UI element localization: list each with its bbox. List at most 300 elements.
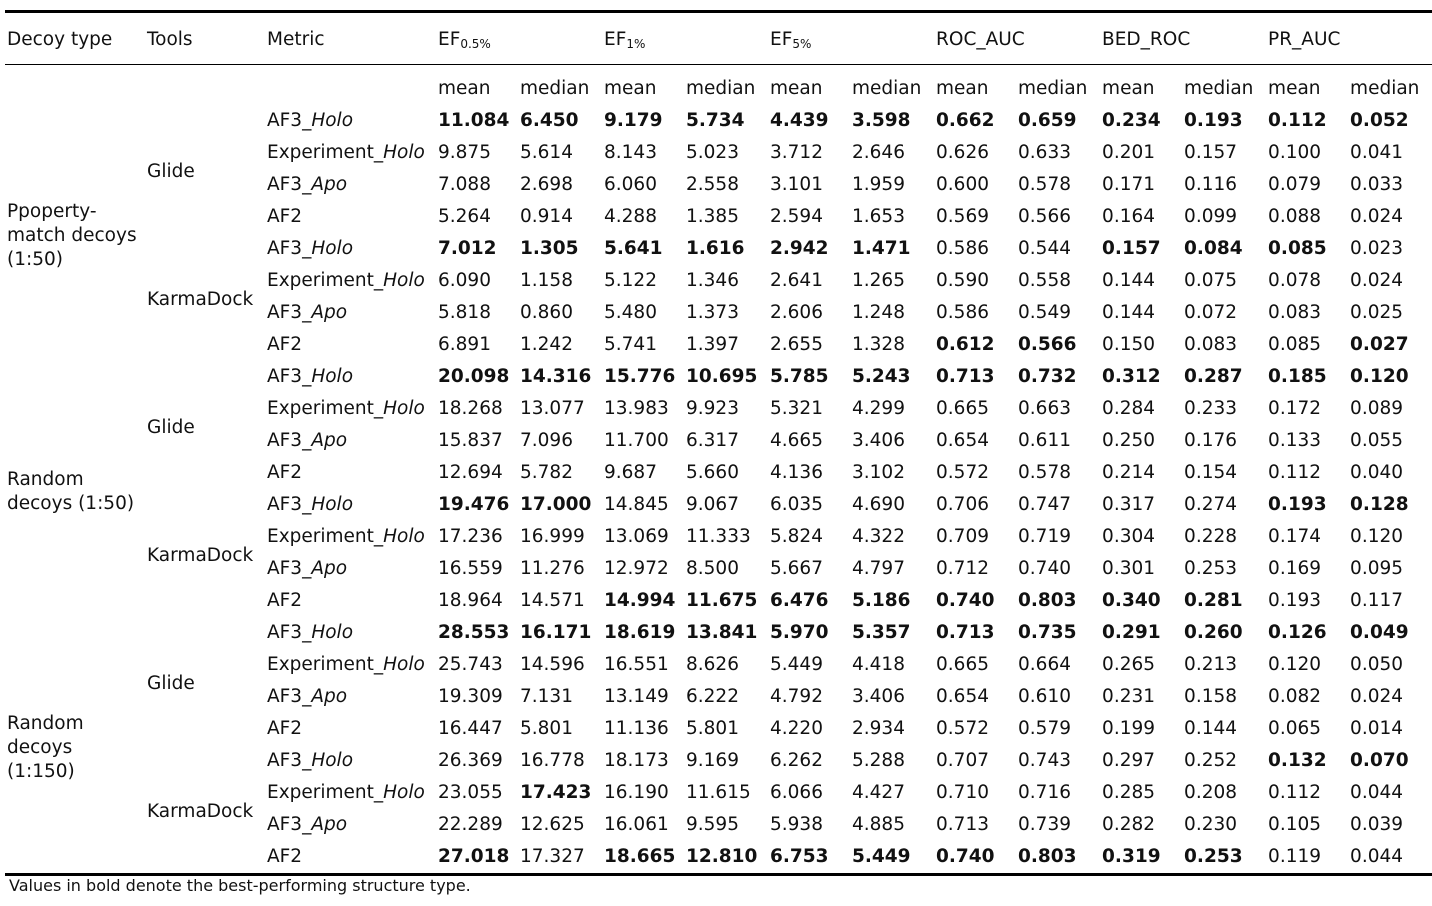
value-cell: 0.014 xyxy=(1350,718,1404,739)
value-cell: 0.740 xyxy=(936,590,995,611)
value-cell: 0.075 xyxy=(1184,270,1238,291)
metric-name: AF3_ xyxy=(267,622,312,643)
value-cell: 5.480 xyxy=(604,302,657,323)
value-cell: 9.169 xyxy=(686,750,739,771)
value-cell: 0.174 xyxy=(1268,526,1322,547)
tool-cell: Glide xyxy=(147,416,195,438)
header-pr-auc: PR_AUC xyxy=(1266,12,1432,65)
value-cell: 6.450 xyxy=(520,110,579,131)
results-table-container xyxy=(5,10,1420,876)
metric-cell xyxy=(265,297,436,329)
value-cell: 16.171 xyxy=(520,622,592,643)
metric-structure-state: Holo xyxy=(311,238,354,259)
value-cell: 0.664 xyxy=(1018,654,1071,675)
value-cell: 0.024 xyxy=(1350,270,1404,291)
value-cell: 3.406 xyxy=(852,430,905,451)
value-cell: 1.616 xyxy=(686,238,745,259)
value-cell: 0.340 xyxy=(1102,590,1161,611)
metric-structure-state: Holo xyxy=(383,654,425,675)
tool-cell: Glide xyxy=(147,672,195,694)
value-cell: 18.619 xyxy=(604,622,676,643)
value-cell: 0.569 xyxy=(936,206,989,227)
metric-cell xyxy=(265,617,436,649)
value-cell: 0.231 xyxy=(1102,686,1156,707)
value-cell: 0.319 xyxy=(1102,846,1161,867)
value-cell: 5.023 xyxy=(686,142,739,163)
value-cell: 0.120 xyxy=(1350,526,1404,547)
value-cell: 17.236 xyxy=(438,526,503,547)
tool-cell: KarmaDock xyxy=(147,288,254,310)
value-cell: 12.625 xyxy=(520,814,585,835)
value-cell: 0.185 xyxy=(1268,366,1327,387)
value-cell: 0.044 xyxy=(1350,782,1404,803)
value-cell: 14.571 xyxy=(520,590,585,611)
value-cell: 6.035 xyxy=(770,494,823,515)
value-cell: 1.248 xyxy=(852,302,905,323)
value-cell: 13.149 xyxy=(604,686,669,707)
value-cell: 11.700 xyxy=(604,430,669,451)
value-cell: 9.595 xyxy=(686,814,739,835)
value-cell: 8.626 xyxy=(686,654,739,675)
value-cell: 5.938 xyxy=(770,814,823,835)
value-cell: 5.614 xyxy=(520,142,573,163)
value-cell: 0.116 xyxy=(1184,174,1238,195)
value-cell: 17.423 xyxy=(520,782,592,803)
value-cell: 6.476 xyxy=(770,590,829,611)
value-cell: 3.406 xyxy=(852,686,905,707)
value-cell: 1.397 xyxy=(686,334,739,355)
metric-name: Experiment_ xyxy=(267,526,384,547)
value-cell: 0.633 xyxy=(1018,142,1071,163)
metric-name: AF3_ xyxy=(267,494,312,515)
value-cell: 5.785 xyxy=(770,366,829,387)
value-cell: 14.845 xyxy=(604,494,669,515)
value-cell: 0.265 xyxy=(1102,654,1156,675)
value-cell: 0.544 xyxy=(1018,238,1071,259)
value-cell: 4.797 xyxy=(852,558,905,579)
metric-structure-state: Holo xyxy=(311,750,354,771)
metric-name: AF3_ xyxy=(267,366,312,387)
table-row xyxy=(5,745,1432,777)
subheader-median: median xyxy=(1018,78,1088,99)
value-cell: 0.712 xyxy=(936,558,989,579)
metric-structure-state: Holo xyxy=(383,782,425,803)
tool-cell: KarmaDock xyxy=(147,544,254,566)
value-cell: 11.615 xyxy=(686,782,751,803)
subheader-mean: mean xyxy=(438,78,491,99)
value-cell: 4.322 xyxy=(852,526,905,547)
value-cell: 0.065 xyxy=(1268,718,1322,739)
value-cell: 27.018 xyxy=(438,846,510,867)
value-cell: 5.449 xyxy=(852,846,911,867)
value-cell: 0.171 xyxy=(1102,174,1156,195)
value-cell: 5.970 xyxy=(770,622,829,643)
header-metric: Metric xyxy=(265,12,436,65)
value-cell: 28.553 xyxy=(438,622,510,643)
value-cell: 6.066 xyxy=(770,782,823,803)
value-cell: 0.297 xyxy=(1102,750,1156,771)
value-cell: 0.716 xyxy=(1018,782,1071,803)
value-cell: 0.586 xyxy=(936,302,989,323)
subheader-median: median xyxy=(686,78,756,99)
value-cell: 11.675 xyxy=(686,590,758,611)
value-cell: 3.101 xyxy=(770,174,823,195)
value-cell: 18.173 xyxy=(604,750,669,771)
value-cell: 3.102 xyxy=(852,462,905,483)
value-cell: 9.179 xyxy=(604,110,663,131)
metric-cell xyxy=(265,361,436,393)
header-bed-roc: BED_ROC xyxy=(1100,12,1266,65)
subheader-row xyxy=(5,65,1432,106)
value-cell: 4.299 xyxy=(852,398,905,419)
value-cell: 0.052 xyxy=(1350,110,1409,131)
results-table xyxy=(5,10,1432,876)
metric-name: AF3_ xyxy=(267,110,312,131)
subheader-mean: mean xyxy=(770,78,823,99)
value-cell: 0.285 xyxy=(1102,782,1156,803)
value-cell: 0.049 xyxy=(1350,622,1409,643)
value-cell: 0.230 xyxy=(1184,814,1238,835)
metric-cell xyxy=(265,489,436,521)
value-cell: 0.117 xyxy=(1350,590,1404,611)
metric-name: Experiment_ xyxy=(267,142,384,163)
value-cell: 0.084 xyxy=(1184,238,1243,259)
metric-name: AF3_ xyxy=(267,238,312,259)
value-cell: 0.558 xyxy=(1018,270,1071,291)
value-cell: 4.427 xyxy=(852,782,905,803)
metric-cell xyxy=(265,713,436,745)
value-cell: 0.578 xyxy=(1018,174,1071,195)
value-cell: 0.050 xyxy=(1350,654,1404,675)
value-cell: 5.186 xyxy=(852,590,911,611)
value-cell: 0.144 xyxy=(1184,718,1238,739)
value-cell: 0.105 xyxy=(1268,814,1322,835)
value-cell: 19.309 xyxy=(438,686,503,707)
metric-structure-state: Holo xyxy=(311,622,354,643)
value-cell: 0.083 xyxy=(1268,302,1322,323)
value-cell: 11.333 xyxy=(686,526,751,547)
value-cell: 6.090 xyxy=(438,270,491,291)
value-cell: 5.660 xyxy=(686,462,739,483)
metric-structure-state: Apo xyxy=(311,814,348,835)
metric-name: AF2 xyxy=(267,462,303,483)
metric-structure-state: Apo xyxy=(311,174,348,195)
value-cell: 0.253 xyxy=(1184,846,1243,867)
value-cell: 0.284 xyxy=(1102,398,1156,419)
metric-name: AF3_ xyxy=(267,750,312,771)
value-cell: 16.190 xyxy=(604,782,669,803)
value-cell: 4.665 xyxy=(770,430,823,451)
value-cell: 0.072 xyxy=(1184,302,1238,323)
value-cell: 0.100 xyxy=(1268,142,1322,163)
value-cell: 0.732 xyxy=(1018,366,1077,387)
value-cell: 0.095 xyxy=(1350,558,1404,579)
subheader-empty xyxy=(5,65,145,106)
value-cell: 0.743 xyxy=(1018,750,1071,771)
value-cell: 0.304 xyxy=(1102,526,1156,547)
value-cell: 0.611 xyxy=(1018,430,1071,451)
value-cell: 0.082 xyxy=(1268,686,1322,707)
metric-name: AF3_ xyxy=(267,814,312,835)
metric-cell xyxy=(265,329,436,361)
value-cell: 2.606 xyxy=(770,302,823,323)
value-cell: 5.782 xyxy=(520,462,573,483)
value-cell: 7.088 xyxy=(438,174,491,195)
value-cell: 5.667 xyxy=(770,558,823,579)
value-cell: 0.291 xyxy=(1102,622,1161,643)
value-cell: 0.665 xyxy=(936,654,989,675)
value-cell: 0.039 xyxy=(1350,814,1404,835)
value-cell: 0.274 xyxy=(1184,494,1238,515)
value-cell: 0.157 xyxy=(1102,238,1161,259)
metric-structure-state: Apo xyxy=(311,430,348,451)
metric-name: AF3_ xyxy=(267,430,312,451)
value-cell: 0.120 xyxy=(1268,654,1322,675)
value-cell: 0.610 xyxy=(1018,686,1071,707)
value-cell: 0.213 xyxy=(1184,654,1238,675)
metric-structure-state: Holo xyxy=(311,494,354,515)
value-cell: 0.228 xyxy=(1184,526,1238,547)
metric-name: AF3_ xyxy=(267,686,312,707)
metric-structure-state: Holo xyxy=(383,526,425,547)
value-cell: 2.655 xyxy=(770,334,823,355)
value-cell: 16.778 xyxy=(520,750,585,771)
value-cell: 2.558 xyxy=(686,174,739,195)
header-tools: Tools xyxy=(145,12,265,65)
value-cell: 0.659 xyxy=(1018,110,1077,131)
value-cell: 0.112 xyxy=(1268,110,1327,131)
header-row xyxy=(5,12,1432,65)
value-cell: 4.690 xyxy=(852,494,905,515)
value-cell: 0.099 xyxy=(1184,206,1238,227)
value-cell: 15.776 xyxy=(604,366,676,387)
value-cell: 12.972 xyxy=(604,558,669,579)
value-cell: 4.220 xyxy=(770,718,823,739)
value-cell: 14.994 xyxy=(604,590,676,611)
value-cell: 11.084 xyxy=(438,110,510,131)
value-cell: 0.172 xyxy=(1268,398,1322,419)
value-cell: 5.357 xyxy=(852,622,911,643)
value-cell: 13.077 xyxy=(520,398,585,419)
value-cell: 0.612 xyxy=(936,334,995,355)
value-cell: 5.801 xyxy=(520,718,573,739)
value-cell: 0.860 xyxy=(520,302,573,323)
value-cell: 0.287 xyxy=(1184,366,1243,387)
value-cell: 20.098 xyxy=(438,366,510,387)
header-roc-auc: ROC_AUC xyxy=(934,12,1100,65)
subheader-empty xyxy=(145,65,265,106)
subheader-median: median xyxy=(852,78,922,99)
value-cell: 0.150 xyxy=(1102,334,1156,355)
value-cell: 8.500 xyxy=(686,558,739,579)
metric-cell xyxy=(265,745,436,777)
value-cell: 0.024 xyxy=(1350,206,1404,227)
value-cell: 0.253 xyxy=(1184,558,1238,579)
value-cell: 4.136 xyxy=(770,462,823,483)
value-cell: 2.641 xyxy=(770,270,823,291)
value-cell: 0.214 xyxy=(1102,462,1156,483)
value-cell: 14.596 xyxy=(520,654,585,675)
value-cell: 7.131 xyxy=(520,686,573,707)
value-cell: 0.079 xyxy=(1268,174,1322,195)
subheader-mean: mean xyxy=(604,78,657,99)
metric-cell xyxy=(265,265,436,297)
tool-cell: KarmaDock xyxy=(147,800,254,822)
value-cell: 3.598 xyxy=(852,110,911,131)
value-cell: 0.549 xyxy=(1018,302,1071,323)
value-cell: 5.734 xyxy=(686,110,745,131)
value-cell: 0.133 xyxy=(1268,430,1322,451)
value-cell: 0.041 xyxy=(1350,142,1404,163)
value-cell: 0.112 xyxy=(1268,782,1322,803)
value-cell: 0.233 xyxy=(1184,398,1238,419)
header-ef-0.5-base: EF xyxy=(438,28,461,50)
value-cell: 0.578 xyxy=(1018,462,1071,483)
tool-cell: Glide xyxy=(147,160,195,182)
metric-cell xyxy=(265,553,436,585)
value-cell: 12.694 xyxy=(438,462,503,483)
metric-cell xyxy=(265,649,436,681)
metric-cell xyxy=(265,521,436,553)
value-cell: 0.572 xyxy=(936,718,989,739)
header-ef-1-sub: 1% xyxy=(626,36,646,51)
value-cell: 0.132 xyxy=(1268,750,1327,771)
metric-name: Experiment_ xyxy=(267,782,384,803)
value-cell: 19.476 xyxy=(438,494,510,515)
value-cell: 0.740 xyxy=(936,846,995,867)
value-cell: 16.559 xyxy=(438,558,503,579)
subheader-mean: mean xyxy=(1268,78,1321,99)
value-cell: 1.959 xyxy=(852,174,905,195)
subheader-median: median xyxy=(1184,78,1254,99)
value-cell: 0.112 xyxy=(1268,462,1322,483)
value-cell: 1.305 xyxy=(520,238,579,259)
value-cell: 0.626 xyxy=(936,142,989,163)
subheader-median: median xyxy=(1350,78,1420,99)
header-ef-5-base: EF xyxy=(770,28,793,50)
value-cell: 0.088 xyxy=(1268,206,1322,227)
value-cell: 0.158 xyxy=(1184,686,1238,707)
value-cell: 0.713 xyxy=(936,814,989,835)
value-cell: 0.260 xyxy=(1184,622,1243,643)
value-cell: 4.418 xyxy=(852,654,905,675)
value-cell: 0.600 xyxy=(936,174,989,195)
subheader-empty xyxy=(265,65,436,106)
metric-cell xyxy=(265,777,436,809)
value-cell: 0.070 xyxy=(1350,750,1409,771)
value-cell: 6.262 xyxy=(770,750,823,771)
value-cell: 0.208 xyxy=(1184,782,1238,803)
metric-structure-state: Holo xyxy=(383,398,425,419)
value-cell: 3.712 xyxy=(770,142,823,163)
decoy-type-cell: Random decoys (1:50) xyxy=(7,468,135,514)
metric-cell xyxy=(265,105,436,137)
value-cell: 0.914 xyxy=(520,206,573,227)
value-cell: 5.818 xyxy=(438,302,491,323)
value-cell: 16.061 xyxy=(604,814,669,835)
value-cell: 0.199 xyxy=(1102,718,1156,739)
metric-name: AF2 xyxy=(267,846,303,867)
value-cell: 0.120 xyxy=(1350,366,1409,387)
metric-cell xyxy=(265,393,436,425)
value-cell: 1.385 xyxy=(686,206,739,227)
value-cell: 0.083 xyxy=(1184,334,1238,355)
value-cell: 0.154 xyxy=(1184,462,1238,483)
value-cell: 1.265 xyxy=(852,270,905,291)
value-cell: 0.803 xyxy=(1018,846,1077,867)
value-cell: 0.579 xyxy=(1018,718,1071,739)
value-cell: 25.743 xyxy=(438,654,503,675)
value-cell: 5.321 xyxy=(770,398,823,419)
metric-name: Experiment_ xyxy=(267,398,384,419)
metric-name: AF2 xyxy=(267,590,303,611)
value-cell: 0.252 xyxy=(1184,750,1238,771)
value-cell: 0.739 xyxy=(1018,814,1071,835)
metric-name: AF3_ xyxy=(267,302,312,323)
value-cell: 4.792 xyxy=(770,686,823,707)
value-cell: 0.665 xyxy=(936,398,989,419)
metric-structure-state: Apo xyxy=(311,302,348,323)
value-cell: 0.193 xyxy=(1184,110,1243,131)
value-cell: 0.590 xyxy=(936,270,989,291)
value-cell: 0.713 xyxy=(936,622,995,643)
value-cell: 0.719 xyxy=(1018,526,1071,547)
value-cell: 0.662 xyxy=(936,110,995,131)
value-cell: 0.566 xyxy=(1018,334,1077,355)
value-cell: 12.810 xyxy=(686,846,758,867)
value-cell: 14.316 xyxy=(520,366,592,387)
header-ef-1 xyxy=(602,12,768,65)
value-cell: 0.709 xyxy=(936,526,989,547)
value-cell: 0.027 xyxy=(1350,334,1409,355)
subheader-median: median xyxy=(520,78,590,99)
value-cell: 4.288 xyxy=(604,206,657,227)
value-cell: 5.264 xyxy=(438,206,491,227)
value-cell: 0.025 xyxy=(1350,302,1404,323)
metric-structure-state: Apo xyxy=(311,558,348,579)
metric-name: AF2 xyxy=(267,206,303,227)
metric-cell xyxy=(265,457,436,489)
value-cell: 0.193 xyxy=(1268,494,1327,515)
value-cell: 5.801 xyxy=(686,718,739,739)
value-cell: 0.317 xyxy=(1102,494,1156,515)
metric-structure-state: Holo xyxy=(311,110,354,131)
value-cell: 0.193 xyxy=(1268,590,1322,611)
value-cell: 2.646 xyxy=(852,142,905,163)
value-cell: 0.281 xyxy=(1184,590,1243,611)
value-cell: 17.000 xyxy=(520,494,592,515)
subheader-mean: mean xyxy=(1102,78,1155,99)
value-cell: 0.250 xyxy=(1102,430,1156,451)
value-cell: 1.242 xyxy=(520,334,573,355)
value-cell: 0.707 xyxy=(936,750,989,771)
header-ef-5 xyxy=(768,12,934,65)
value-cell: 0.312 xyxy=(1102,366,1161,387)
value-cell: 0.663 xyxy=(1018,398,1071,419)
metric-structure-state: Holo xyxy=(383,142,425,163)
value-cell: 0.023 xyxy=(1350,238,1404,259)
metric-cell xyxy=(265,201,436,233)
value-cell: 0.301 xyxy=(1102,558,1156,579)
metric-cell xyxy=(265,425,436,457)
value-cell: 0.747 xyxy=(1018,494,1071,515)
header-ef-0.5 xyxy=(436,12,602,65)
value-cell: 2.934 xyxy=(852,718,905,739)
metric-structure-state: Holo xyxy=(311,366,354,387)
metric-cell xyxy=(265,809,436,841)
value-cell: 0.126 xyxy=(1268,622,1327,643)
value-cell: 6.891 xyxy=(438,334,491,355)
